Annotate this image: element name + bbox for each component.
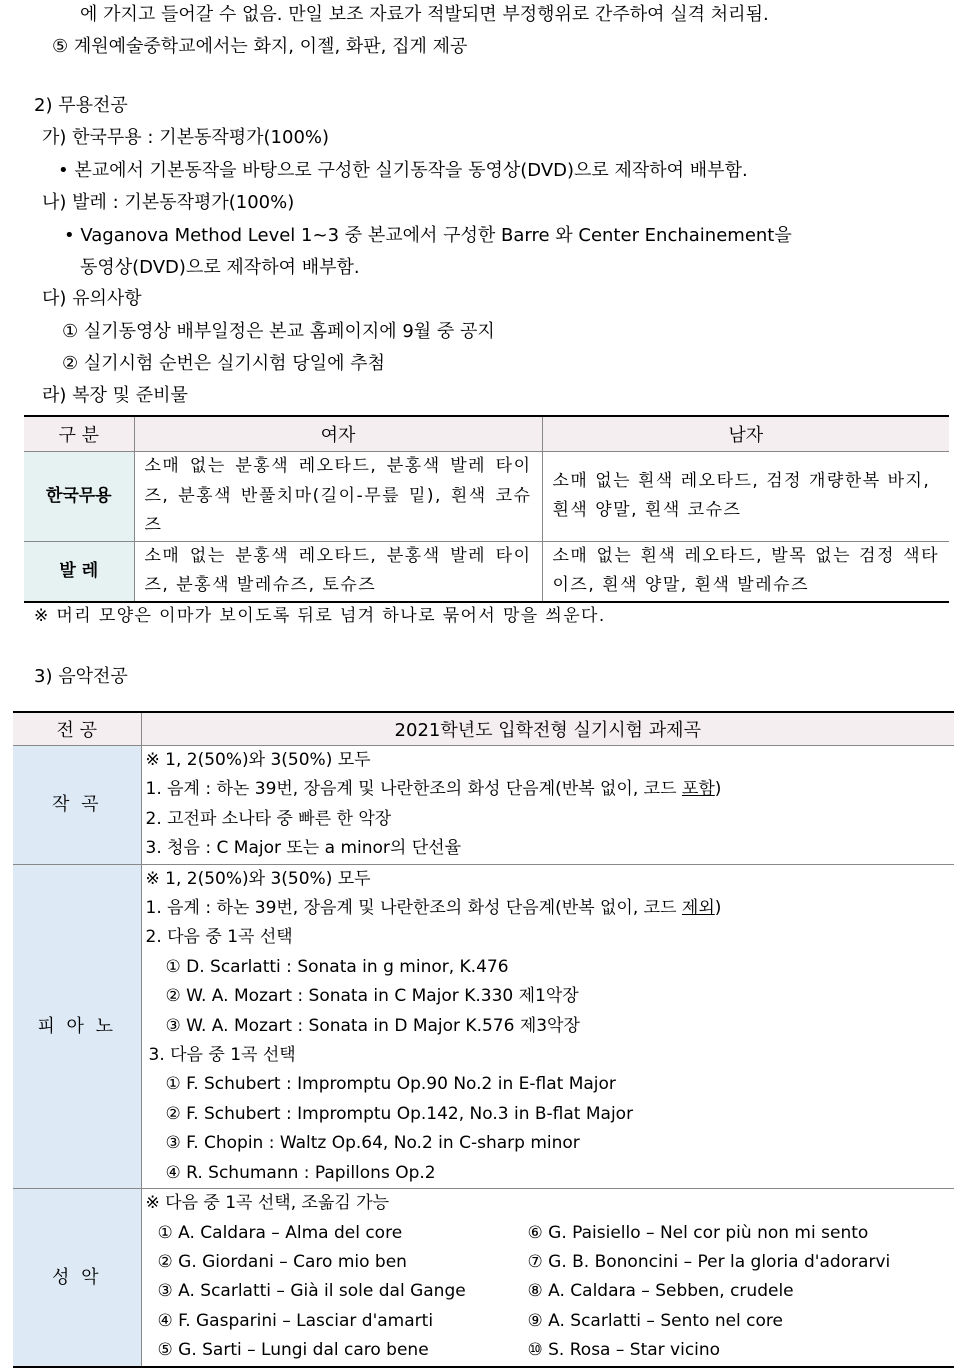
category-piano: 피 아 노	[13, 864, 141, 1188]
piano-line: 2. 다음 중 1곡 선택	[145, 927, 293, 948]
voice-content	[141, 1189, 954, 1367]
header-major: 전 공	[13, 712, 141, 746]
table-row	[24, 452, 949, 542]
category-composition: 작 곡	[13, 746, 141, 865]
table-header-row	[24, 416, 949, 452]
voice-song: ⑥ G. Paisiello – Nel cor più non mi sento	[527, 1222, 869, 1243]
row-male: 소매 없는 흰색 레오타드, 발목 없는 검정 색타이즈, 흰색 양말, 흰색 발레슈즈	[542, 541, 949, 602]
category-voice: 성 악	[13, 1189, 141, 1367]
composition-line: 3. 청음 : C Major 또는 a minor의 단선율	[145, 838, 461, 859]
voice-song: ⑨ A. Scarlatti – Sento nel core	[527, 1310, 784, 1331]
hair-note: ※ 머리 모양은 이마가 보이도록 뒤로 넘겨 하나로 묶어서 망을 씌운다.	[34, 606, 606, 626]
intro-line-2: ⑤ 계원예술중학교에서는 화지, 이젤, 화판, 집게 제공	[52, 36, 468, 57]
piano-scale-line	[146, 894, 955, 923]
voice-song: ⑦ G. B. Bononcini – Per la gloria d'adorarvi	[527, 1251, 891, 1272]
piano-option: ② W. A. Mozart : Sonata in C Major K.330 제1악장	[165, 986, 579, 1007]
voice-song-row	[146, 1336, 955, 1365]
scale-close: )	[714, 779, 722, 800]
piano-line: 3. 다음 중 1곡 선택	[148, 1045, 296, 1066]
ballet-title: 나) 발레 : 기본동작평가(100%)	[42, 192, 295, 213]
header-male: 남자	[542, 416, 949, 452]
composition-content	[141, 746, 954, 865]
voice-song: ⑤ G. Sarti – Lungi dal caro bene	[157, 1340, 429, 1361]
scale-close: )	[714, 898, 722, 919]
music-repertoire-table	[13, 711, 954, 1368]
korean-dance-title: 가) 한국무용 : 기본동작평가(100%)	[42, 127, 330, 148]
ballet-desc-2: 동영상(DVD)으로 제작하여 배부함.	[80, 257, 360, 278]
row-category: 발 레	[24, 541, 134, 602]
piano-option: ③ W. A. Mozart : Sonata in D Major K.576 제3악장	[165, 1015, 580, 1036]
voice-song-row	[146, 1307, 955, 1336]
notice-title: 다) 유의사항	[42, 288, 142, 309]
composition-scale-line	[146, 775, 955, 804]
voice-song: ⑩ S. Rosa – Star vicino	[527, 1340, 721, 1361]
table-row	[13, 1189, 954, 1367]
voice-song: ② G. Giordani – Caro mio ben	[157, 1251, 407, 1272]
piano-option: ② F. Schubert : Impromptu Op.142, No.3 in B-flat Major	[165, 1103, 634, 1124]
row-female: 소매 없는 분홍색 레오타드, 분홍색 발레 타이즈, 분홍색 반풀치마(길이-무릎 밑), 흰색 코슈즈	[134, 452, 542, 542]
composition-line: 2. 고전파 소나타 중 빠른 한 악장	[145, 808, 392, 829]
intro-line-1: 에 가지고 들어갈 수 없음. 만일 보조 자료가 적발되면 부정행위로 간주하여 실격 처리됨.	[80, 4, 769, 25]
header-category: 구 분	[24, 416, 134, 452]
row-female: 소매 없는 분홍색 레오타드, 분홍색 발레 타이즈, 분홍색 발레슈즈, 토슈즈	[134, 541, 542, 602]
voice-line: ※ 다음 중 1곡 선택, 조옮김 가능	[145, 1193, 390, 1214]
table-header-row	[13, 712, 954, 746]
row-male: 소매 없는 흰색 레오타드, 검정 개량한복 바지, 흰색 양말, 흰색 코슈즈	[542, 452, 949, 542]
attire-title: 라) 복장 및 준비물	[42, 385, 188, 406]
scale-text: 1. 음계 : 하논 39번, 장음계 및 나란한조의 화성 단음계(반복 없이, 코드	[145, 898, 682, 919]
piano-content	[141, 864, 954, 1188]
piano-option: ③ F. Chopin : Waltz Op.64, No.2 in C-sharp minor	[165, 1133, 580, 1154]
header-repertoire: 2021학년도 입학전형 실기시험 과제곡	[141, 712, 954, 746]
piano-line: ※ 1, 2(50%)와 3(50%) 모두	[145, 868, 371, 889]
voice-song-row	[146, 1277, 955, 1306]
piano-option: ① D. Scarlatti : Sonata in g minor, K.476	[165, 956, 509, 977]
voice-song: ① A. Caldara – Alma del core	[157, 1222, 403, 1243]
header-female: 여자	[134, 416, 542, 452]
table-row	[13, 864, 954, 1188]
scale-text: 1. 음계 : 하논 39번, 장음계 및 나란한조의 화성 단음계(반복 없이, 코드	[145, 779, 682, 800]
ballet-desc-1: • Vaganova Method Level 1~3 중 본교에서 구성한 Barre 와 Center Enchainement을	[64, 225, 792, 246]
music-heading: 3) 음악전공	[34, 666, 128, 687]
row-category: 한국무용	[24, 452, 134, 542]
dance-heading: 2) 무용전공	[34, 95, 128, 116]
composition-line: ※ 1, 2(50%)와 3(50%) 모두	[145, 750, 371, 770]
korean-dance-desc: • 본교에서 기본동작을 바탕으로 구성한 실기동작을 동영상(DVD)으로 제작하여 배부함.	[58, 160, 748, 181]
voice-song: ③ A. Scarlatti – Già il sole dal Gange	[157, 1281, 466, 1302]
voice-song-row	[146, 1219, 955, 1248]
notice-item-1: ① 실기동영상 배부일정은 본교 홈페이지에 9월 중 공지	[62, 321, 495, 342]
scale-underlined: 제외	[681, 898, 715, 919]
piano-option: ① F. Schubert : Impromptu Op.90 No.2 in E-flat Major	[165, 1074, 616, 1095]
piano-option: ④ R. Schumann : Papillons Op.2	[165, 1162, 436, 1183]
table-row	[13, 746, 954, 865]
notice-item-2: ② 실기시험 순번은 실기시험 당일에 추첨	[62, 353, 385, 374]
voice-song: ⑧ A. Caldara – Sebben, crudele	[527, 1281, 794, 1302]
voice-song-row	[146, 1248, 955, 1277]
dance-attire-table	[24, 415, 949, 603]
voice-song: ④ F. Gasparini – Lasciar d'amarti	[157, 1310, 434, 1331]
table-row	[24, 541, 949, 602]
scale-underlined: 포함	[681, 779, 715, 800]
